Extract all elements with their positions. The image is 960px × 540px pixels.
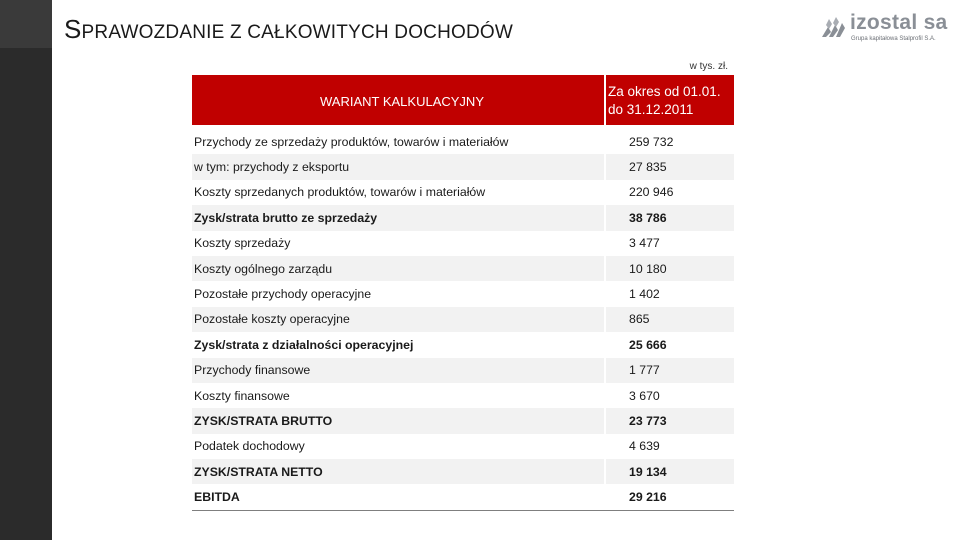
left-sidebar-bar — [0, 0, 52, 540]
row-value: 4 639 — [629, 439, 660, 454]
table-row — [192, 281, 734, 306]
row-label: Pozostałe przychody operacyjne — [194, 287, 372, 302]
row-value: 29 216 — [629, 490, 667, 505]
sidebar-accent — [0, 0, 52, 48]
row-value: 3 670 — [629, 388, 660, 403]
header-period: Za okres od 01.01. do 31.12.2011 — [608, 84, 721, 117]
row-label: Pozostałe koszty operacyjne — [192, 307, 604, 332]
row-value: 3 477 — [629, 236, 660, 251]
table-row — [192, 484, 734, 509]
table-row — [192, 383, 734, 408]
table-row — [192, 129, 734, 154]
row-label: Koszty ogólnego zarządu — [192, 256, 604, 281]
table-row — [192, 459, 734, 484]
row-value: 1 777 — [606, 358, 734, 383]
row-value: 220 946 — [629, 185, 674, 200]
row-label: Przychody finansowe — [192, 358, 604, 383]
table-row — [192, 307, 734, 332]
row-value: 1 402 — [629, 287, 660, 302]
table-row — [192, 332, 734, 357]
table-bottom-border — [192, 510, 734, 511]
table-row — [192, 205, 734, 230]
row-value: 25 666 — [629, 337, 667, 352]
table-row — [192, 154, 734, 179]
row-label: Zysk/strata z działalności operacyjnej — [194, 337, 414, 352]
row-value: 259 732 — [629, 134, 674, 149]
company-logo — [818, 13, 948, 49]
row-value: 19 134 — [606, 459, 734, 484]
row-value: 865 — [606, 307, 734, 332]
row-label: Koszty finansowe — [194, 388, 290, 403]
header-variant: WARIANT KALKULACYJNY — [320, 94, 484, 109]
row-label: Koszty sprzedaży — [194, 236, 291, 251]
row-label: ZYSK/STRATA NETTO — [192, 459, 604, 484]
table-header — [192, 75, 734, 125]
row-label: ZYSK/STRATA BRUTTO — [192, 408, 604, 433]
row-value: 27 835 — [606, 154, 734, 179]
table-row — [192, 434, 734, 459]
row-label: Koszty sprzedanych produktów, towarów i materiałów — [194, 185, 486, 200]
row-label: Zysk/strata brutto ze sprzedaży — [192, 205, 604, 230]
page-title-rest: PRAWOZDANIE Z CAŁKOWITYCH DOCHODÓW — [81, 22, 514, 43]
row-label: w tym: przychody z eksportu — [192, 154, 604, 179]
header-divider — [604, 75, 606, 125]
row-value: 38 786 — [606, 205, 734, 230]
page-title-initial: S — [64, 14, 82, 44]
table-row — [192, 180, 734, 205]
table-row — [192, 408, 734, 433]
statement-table — [192, 129, 734, 510]
unit-note: w tys. zł. — [689, 61, 728, 72]
logo-mark-icon — [818, 15, 846, 41]
row-label: Podatek dochodowy — [194, 439, 305, 454]
logo-name: izostal sa — [850, 11, 948, 34]
page-title — [64, 14, 513, 45]
table-row — [192, 231, 734, 256]
row-label: EBITDA — [194, 490, 240, 505]
table-row — [192, 256, 734, 281]
row-label: Przychody ze sprzedaży produktów, towarów i materiałów — [194, 134, 509, 149]
logo-tagline: Grupa kapitałowa Stalprofil S.A. — [851, 36, 936, 42]
row-value: 10 180 — [606, 256, 734, 281]
table-row — [192, 358, 734, 383]
row-value: 23 773 — [606, 408, 734, 433]
